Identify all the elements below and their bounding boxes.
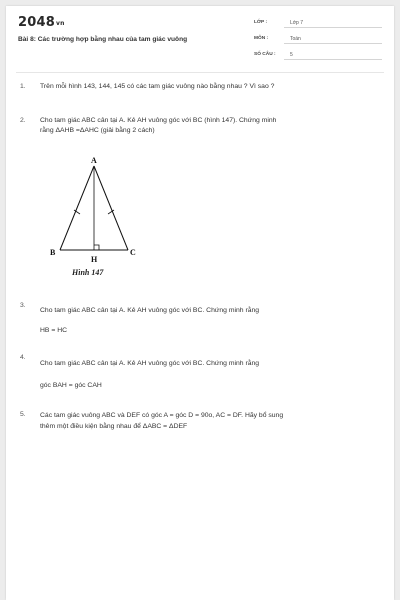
- logo-suffix: vn: [55, 20, 65, 27]
- lesson-title: Bài 8: Các trường hợp bằng nhau của tam giác vuông: [18, 36, 188, 43]
- subject-label: MÔN :: [254, 36, 269, 41]
- vertex-label-a: A: [91, 156, 97, 165]
- logo-text: 2048: [18, 15, 55, 30]
- question-5-line-2: thêm một điều kiện bằng nhau để ΔABC = ΔDEF: [40, 423, 188, 430]
- question-3-number: 3.: [20, 302, 26, 309]
- site-logo[interactable]: [18, 15, 65, 30]
- question-4-number: 4.: [20, 354, 26, 361]
- vertex-label-c: C: [130, 248, 136, 257]
- question-1-text: [40, 82, 274, 92]
- meta-row-subject: [254, 34, 382, 46]
- question-4-line-2: góc BAH = góc CAH: [40, 382, 102, 389]
- question-5-number: 5.: [20, 411, 26, 418]
- question-4-line-1: Cho tam giác ABC cân tại A. Kẻ AH vuông góc với BC. Chứng minh rằng: [40, 360, 260, 367]
- header-divider: [16, 72, 384, 73]
- question-1-number: 1.: [20, 83, 26, 90]
- class-label: LỚP :: [254, 20, 268, 25]
- question-2-line-2: rằng ΔAHB =ΔAHC (giải bằng 2 cách): [40, 127, 155, 134]
- question-3-text: [40, 301, 259, 341]
- triangle-figure: [46, 152, 156, 282]
- question-5-text: [40, 410, 283, 432]
- right-angle-mark: [94, 245, 99, 250]
- question-count-label: SỐ CÂU :: [254, 52, 276, 57]
- vertex-label-h: H: [91, 255, 98, 264]
- question-2-number: 2.: [20, 117, 26, 124]
- question-2-line-1: Cho tam giác ABC cân tại A. Kẻ AH vuông góc với BC (hình 147). Chứng minh: [40, 117, 277, 124]
- question-3-line-1: Cho tam giác ABC cân tại A. Kẻ AH vuông góc với BC. Chứng minh rằng: [40, 307, 260, 314]
- vertex-label-b: B: [50, 248, 56, 257]
- question-1-line-1: Trên mỗi hình 143, 144, 145 có các tam giác vuông nào bằng nhau ? Vì sao ?: [40, 83, 275, 90]
- question-count-value: 5: [284, 52, 382, 60]
- meta-row-class: [254, 18, 382, 30]
- class-value: Lớp 7: [284, 20, 382, 28]
- question-3-line-2: HB = HC: [40, 327, 68, 334]
- subject-value: Toán: [284, 36, 382, 44]
- meta-row-count: [254, 50, 382, 62]
- figure-caption: Hình 147: [72, 268, 104, 277]
- question-2-text: [40, 116, 276, 136]
- side-ab: [60, 166, 94, 250]
- side-ac: [94, 166, 128, 250]
- question-5-line-1: Các tam giác vuông ABC và DEF có góc A = góc D = 90o, AC = DF. Hãy bổ sung: [40, 412, 284, 419]
- question-4-text: [40, 353, 259, 397]
- worksheet-page: [6, 6, 394, 600]
- worksheet-header: [6, 6, 394, 68]
